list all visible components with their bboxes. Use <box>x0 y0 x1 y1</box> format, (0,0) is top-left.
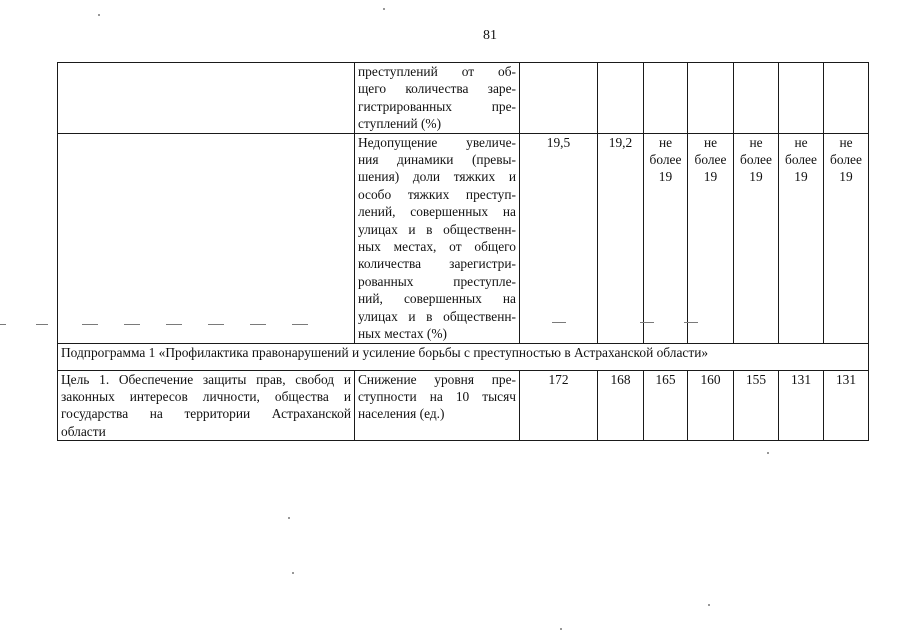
scan-artifact-dash <box>640 322 654 323</box>
scan-artifact-dash <box>250 324 266 325</box>
limit-cell <box>824 133 869 343</box>
value-cell-empty <box>779 63 824 134</box>
goal-line: законных интересов личности, общества и <box>61 388 351 404</box>
page-number: 81 <box>483 28 497 43</box>
indicator-line: гистрированных пре- <box>358 98 516 114</box>
limit-value: 19 <box>658 169 673 185</box>
scan-artifact-dash <box>82 324 98 325</box>
value-cell: 165 <box>644 370 688 441</box>
limit-value: 19 <box>749 169 763 185</box>
value-cell: 172 <box>520 370 598 441</box>
table-row <box>58 370 869 441</box>
value-cell-empty <box>688 63 734 134</box>
limit-cell <box>779 133 824 343</box>
value-cell-empty <box>644 63 688 134</box>
limit-cell <box>734 133 779 343</box>
scan-artifact-dash <box>124 324 140 325</box>
scan-artifact-dash <box>208 324 224 325</box>
indicator-line: Снижение уровня пре- <box>358 371 516 387</box>
scan-speck <box>288 517 290 519</box>
limit-word: не <box>839 134 853 150</box>
value-cell: 155 <box>734 370 779 441</box>
scan-speck <box>767 452 769 454</box>
indicator-line: Недопущение увеличе- <box>358 134 516 150</box>
goal-cell <box>58 370 355 441</box>
table-row <box>58 133 869 343</box>
limit-cell <box>688 133 734 343</box>
limit-word: более <box>694 152 727 168</box>
value-cell-empty <box>520 63 598 134</box>
limit-word: более <box>830 152 862 168</box>
scan-artifact-dash <box>552 322 566 323</box>
goal-cell-empty <box>58 133 355 343</box>
scan-speck <box>383 8 385 10</box>
indicator-line: особо тяжких преступ- <box>358 186 516 202</box>
scan-speck <box>292 572 294 574</box>
limit-word: более <box>785 152 817 168</box>
limit-word: более <box>649 152 682 168</box>
scan-speck <box>708 604 710 606</box>
limit-cell <box>644 133 688 343</box>
limit-word: не <box>749 134 763 150</box>
table-row <box>58 63 869 134</box>
scan-artifact-dash <box>684 322 698 323</box>
value-cell-empty <box>598 63 644 134</box>
indicator-line: шения) доли тяжких и <box>358 169 516 185</box>
indicator-line: щего количества заре- <box>358 81 516 97</box>
value-cell-empty <box>824 63 869 134</box>
goal-line: области <box>61 423 106 439</box>
limit-word: не <box>794 134 808 150</box>
value-cell-empty <box>734 63 779 134</box>
indicator-line: улицах и в общественн- <box>358 221 516 237</box>
limit-value: 19 <box>839 169 853 185</box>
indicator-line: лений, совершенных на <box>358 204 516 220</box>
value-cell: 131 <box>824 370 869 441</box>
indicator-line: ний, совершенных на <box>358 291 516 307</box>
indicator-cell <box>355 133 520 343</box>
limit-word: более <box>740 152 772 168</box>
scan-artifact-dash <box>292 324 308 325</box>
indicator-line: ступности на 10 тысяч <box>358 388 516 404</box>
indicator-line: ступлений (%) <box>358 116 442 132</box>
indicator-line: преступлений от об- <box>358 64 516 79</box>
scan-artifact-dash <box>0 324 6 325</box>
scan-speck <box>560 628 562 630</box>
value-cell: 168 <box>598 370 644 441</box>
scan-artifact-dash <box>36 324 48 325</box>
indicator-line: количества зарегистри- <box>358 256 516 272</box>
indicator-line: ных местах, от общего <box>358 239 516 255</box>
goal-line: государства на территории Астраханской <box>61 406 351 422</box>
goal-cell-empty <box>58 63 355 134</box>
indicator-line: ных местах (%) <box>358 326 447 342</box>
table-row <box>58 343 869 370</box>
indicator-line: улицах и в общественн- <box>358 308 516 324</box>
indicator-line: населения (ед.) <box>358 406 445 422</box>
indicator-cell <box>355 63 520 134</box>
value-cell: 160 <box>688 370 734 441</box>
indicators-table <box>57 62 869 441</box>
limit-word: не <box>658 134 673 150</box>
indicator-line: ния динамики (превы- <box>358 152 516 168</box>
limit-word: не <box>703 134 718 150</box>
indicator-cell <box>355 370 520 441</box>
subprogram-heading: Подпрограмма 1 «Профилактика правонарушений и усиление борьбы с преступностью в Астраханской области» <box>58 343 869 370</box>
limit-value: 19 <box>794 169 808 185</box>
value-cell: 19,2 <box>598 133 644 343</box>
goal-line: Цель 1. Обеспечение защиты прав, свобод и <box>61 371 351 387</box>
scan-artifact-dash <box>166 324 182 325</box>
value-cell: 19,5 <box>520 133 598 343</box>
limit-value: 19 <box>703 169 718 185</box>
scan-speck <box>98 14 100 16</box>
value-cell: 131 <box>779 370 824 441</box>
indicator-line: рованных преступле- <box>358 273 516 289</box>
